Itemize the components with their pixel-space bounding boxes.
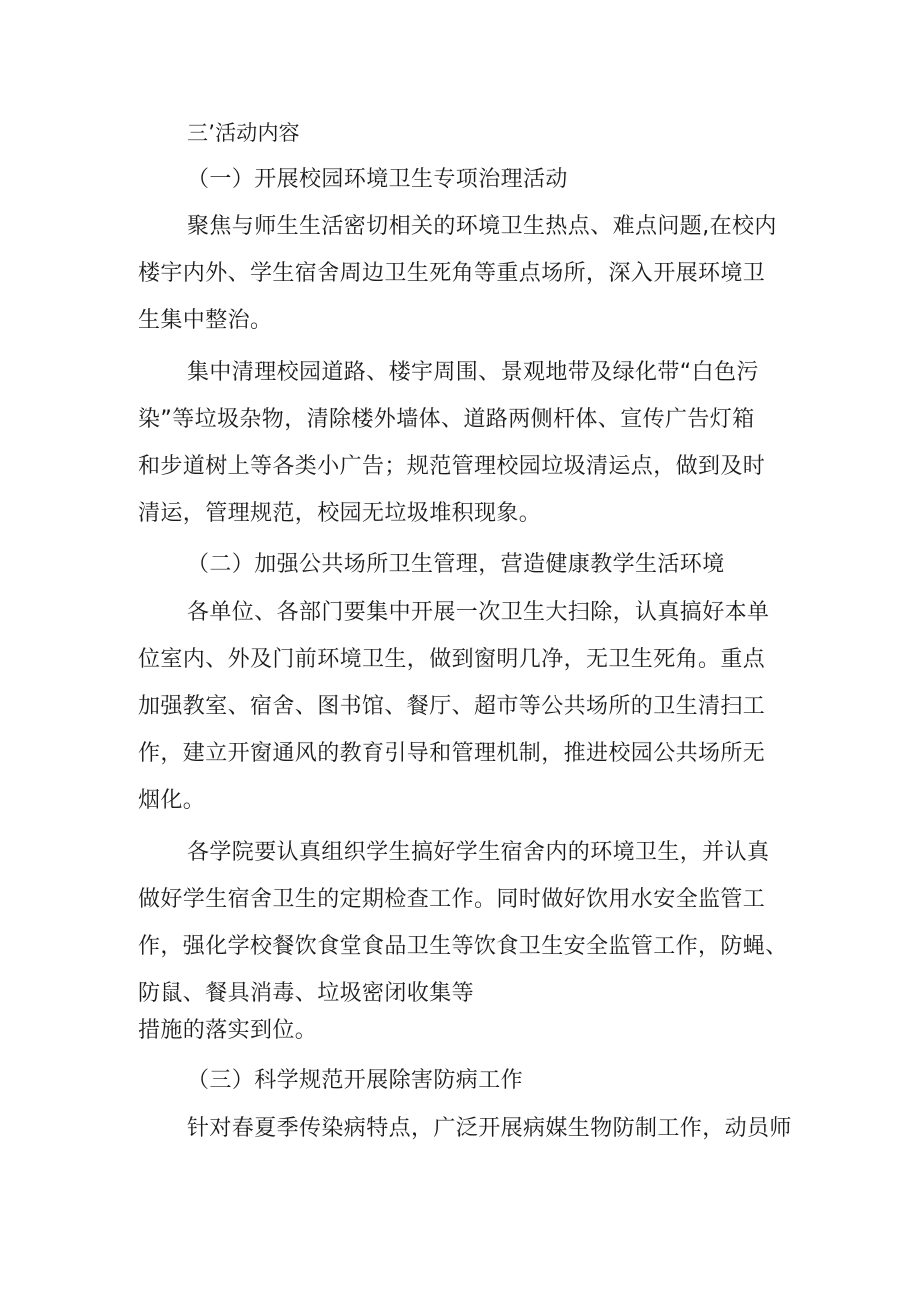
paragraph-line: 染”等垃圾杂物，清除楼外墙体、道路两侧杆体、宣传广告灯箱 [138, 407, 755, 432]
paragraph-line: 加强教室、宿舍、图书馆、餐厅、超市等公共场所的卫生清扫工 [138, 694, 766, 719]
paragraph-line: 防鼠、餐具消毒、垃圾密闭收集等 [138, 981, 475, 1006]
paragraph-line: 集中清理校园道路、楼宇周围、景观地带及绿化带“白色污 [187, 360, 759, 385]
paragraph-line: 生集中整治。 [138, 308, 273, 333]
subsection-heading-3: （三）科学规范开展除害防病工作 [187, 1068, 524, 1093]
paragraph-line: 做好学生宿舍卫生的定期检查工作。同时做好饮用水安全监管工 [138, 887, 766, 912]
subsection-heading-1: （一）开展校园环境卫生专项治理活动 [187, 167, 568, 192]
paragraph-line: 位室内、外及门前环境卫生，做到窗明几净，无卫生死角。重点 [138, 647, 766, 672]
section-title: 三’活动内容 [187, 121, 300, 145]
paragraph-line: 各学院要认真组织学生搞好学生宿舍内的环境卫生，并认真 [187, 840, 770, 865]
paragraph-line: 作，建立开窗通风的教育引导和管理机制，推进校园公共场所无 [138, 741, 766, 766]
paragraph-line: 楼宇内外、学生宿舍周边卫生死角等重点场所，深入开展环境卫 [138, 261, 766, 286]
paragraph-line: 烟化。 [138, 788, 206, 813]
subsection-heading-2: （二）加强公共场所卫生管理，营造健康教学生活环境 [187, 552, 725, 577]
paragraph-line: 聚焦与师生生活密切相关的环境卫生热点、难点问题,在校内 [187, 214, 777, 239]
paragraph-line: 清运，管理规范，校园无垃圾堆积现象。 [138, 501, 542, 526]
paragraph-line: 针对春夏季传染病特点，广泛开展病媒生物防制工作，动员师 [187, 1116, 792, 1141]
paragraph-line: 各单位、各部门要集中开展一次卫生大扫除，认真搞好本单 [187, 600, 770, 625]
paragraph-line: 和步道树上等各类小广告；规范管理校园垃圾清运点，做到及时 [138, 454, 766, 479]
paragraph-line: 措施的落实到位。 [138, 1018, 318, 1043]
paragraph-line: 作，强化学校餐饮食堂食品卫生等饮食卫生安全监管工作，防蝇、 [138, 934, 788, 959]
